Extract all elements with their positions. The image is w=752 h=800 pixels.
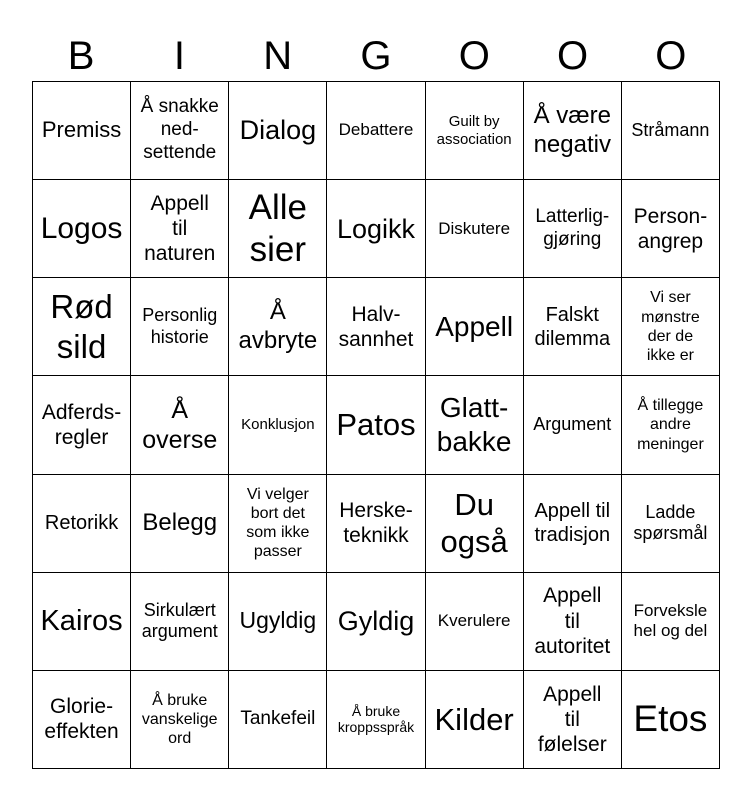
bingo-cell[interactable]: Adferds- regler	[33, 376, 131, 474]
bingo-cell[interactable]: Argument	[524, 376, 622, 474]
bingo-cell[interactable]: Glatt- bakke	[426, 376, 524, 474]
bingo-cell[interactable]: Belegg	[131, 475, 229, 573]
bingo-cell[interactable]: Kilder	[426, 671, 524, 769]
bingo-cell[interactable]: Glorie- effekten	[33, 671, 131, 769]
bingo-cell[interactable]: Appell til naturen	[131, 180, 229, 278]
bingo-cell[interactable]: Dialog	[229, 82, 327, 180]
bingo-cell[interactable]: Ugyldig	[229, 573, 327, 671]
bingo-cell[interactable]: Appell til tradisjon	[524, 475, 622, 573]
header-letter: N	[263, 34, 293, 78]
bingo-cell[interactable]: Person- angrep	[622, 180, 720, 278]
bingo-cell[interactable]: Konklusjon	[229, 376, 327, 474]
bingo-header	[32, 30, 720, 82]
bingo-cell[interactable]: Kverulere	[426, 573, 524, 671]
bingo-cell[interactable]: Logos	[33, 180, 131, 278]
bingo-cell[interactable]: Rød sild	[33, 278, 131, 376]
bingo-cell[interactable]: Å snakke ned- settende	[131, 82, 229, 180]
bingo-cell[interactable]: Vi ser mønstre der de ikke er	[622, 278, 720, 376]
bingo-cell[interactable]: Å overse	[131, 376, 229, 474]
bingo-cell[interactable]: Sirkulært argument	[131, 573, 229, 671]
bingo-cell[interactable]: Vi velger bort det som ikke passer	[229, 475, 327, 573]
bingo-cell[interactable]: Å bruke kroppsspråk	[327, 671, 425, 769]
bingo-cell[interactable]: Å avbryte	[229, 278, 327, 376]
bingo-cell[interactable]: Å bruke vanskelige ord	[131, 671, 229, 769]
bingo-cell[interactable]: Kairos	[33, 573, 131, 671]
header-letter: I	[173, 34, 185, 78]
header-letter: O	[458, 34, 490, 78]
bingo-cell[interactable]: Alle sier	[229, 180, 327, 278]
bingo-cell[interactable]: Tankefeil	[229, 671, 327, 769]
bingo-cell[interactable]: Ladde spørsmål	[622, 475, 720, 573]
bingo-cell[interactable]: Premiss	[33, 82, 131, 180]
bingo-cell[interactable]: Stråmann	[622, 82, 720, 180]
header-letter: B	[67, 34, 95, 78]
bingo-cell[interactable]: Latterlig- gjøring	[524, 180, 622, 278]
bingo-cell[interactable]: Appell	[426, 278, 524, 376]
bingo-cell[interactable]: Forveksle hel og del	[622, 573, 720, 671]
header-letter: O	[557, 34, 589, 78]
bingo-cell[interactable]: Personlig historie	[131, 278, 229, 376]
bingo-cell[interactable]: Logikk	[327, 180, 425, 278]
bingo-cell[interactable]: Falskt dilemma	[524, 278, 622, 376]
header-letter: O	[655, 34, 687, 78]
header-letter: G	[360, 34, 392, 78]
bingo-cell[interactable]: Appell til autoritet	[524, 573, 622, 671]
bingo-cell[interactable]: Du også	[426, 475, 524, 573]
bingo-cell[interactable]: Etos	[622, 671, 720, 769]
bingo-cell[interactable]: Debattere	[327, 82, 425, 180]
bingo-board	[32, 81, 720, 769]
bingo-cell[interactable]: Retorikk	[33, 475, 131, 573]
bingo-cell[interactable]: Å tillegge andre meninger	[622, 376, 720, 474]
bingo-cell[interactable]: Herske- teknikk	[327, 475, 425, 573]
bingo-cell[interactable]: Gyldig	[327, 573, 425, 671]
bingo-cell[interactable]: Appell til følelser	[524, 671, 622, 769]
bingo-cell[interactable]: Å være negativ	[524, 82, 622, 180]
bingo-cell[interactable]: Patos	[327, 376, 425, 474]
bingo-cell[interactable]: Halv- sannhet	[327, 278, 425, 376]
bingo-cell[interactable]: Guilt by association	[426, 82, 524, 180]
bingo-cell[interactable]: Diskutere	[426, 180, 524, 278]
